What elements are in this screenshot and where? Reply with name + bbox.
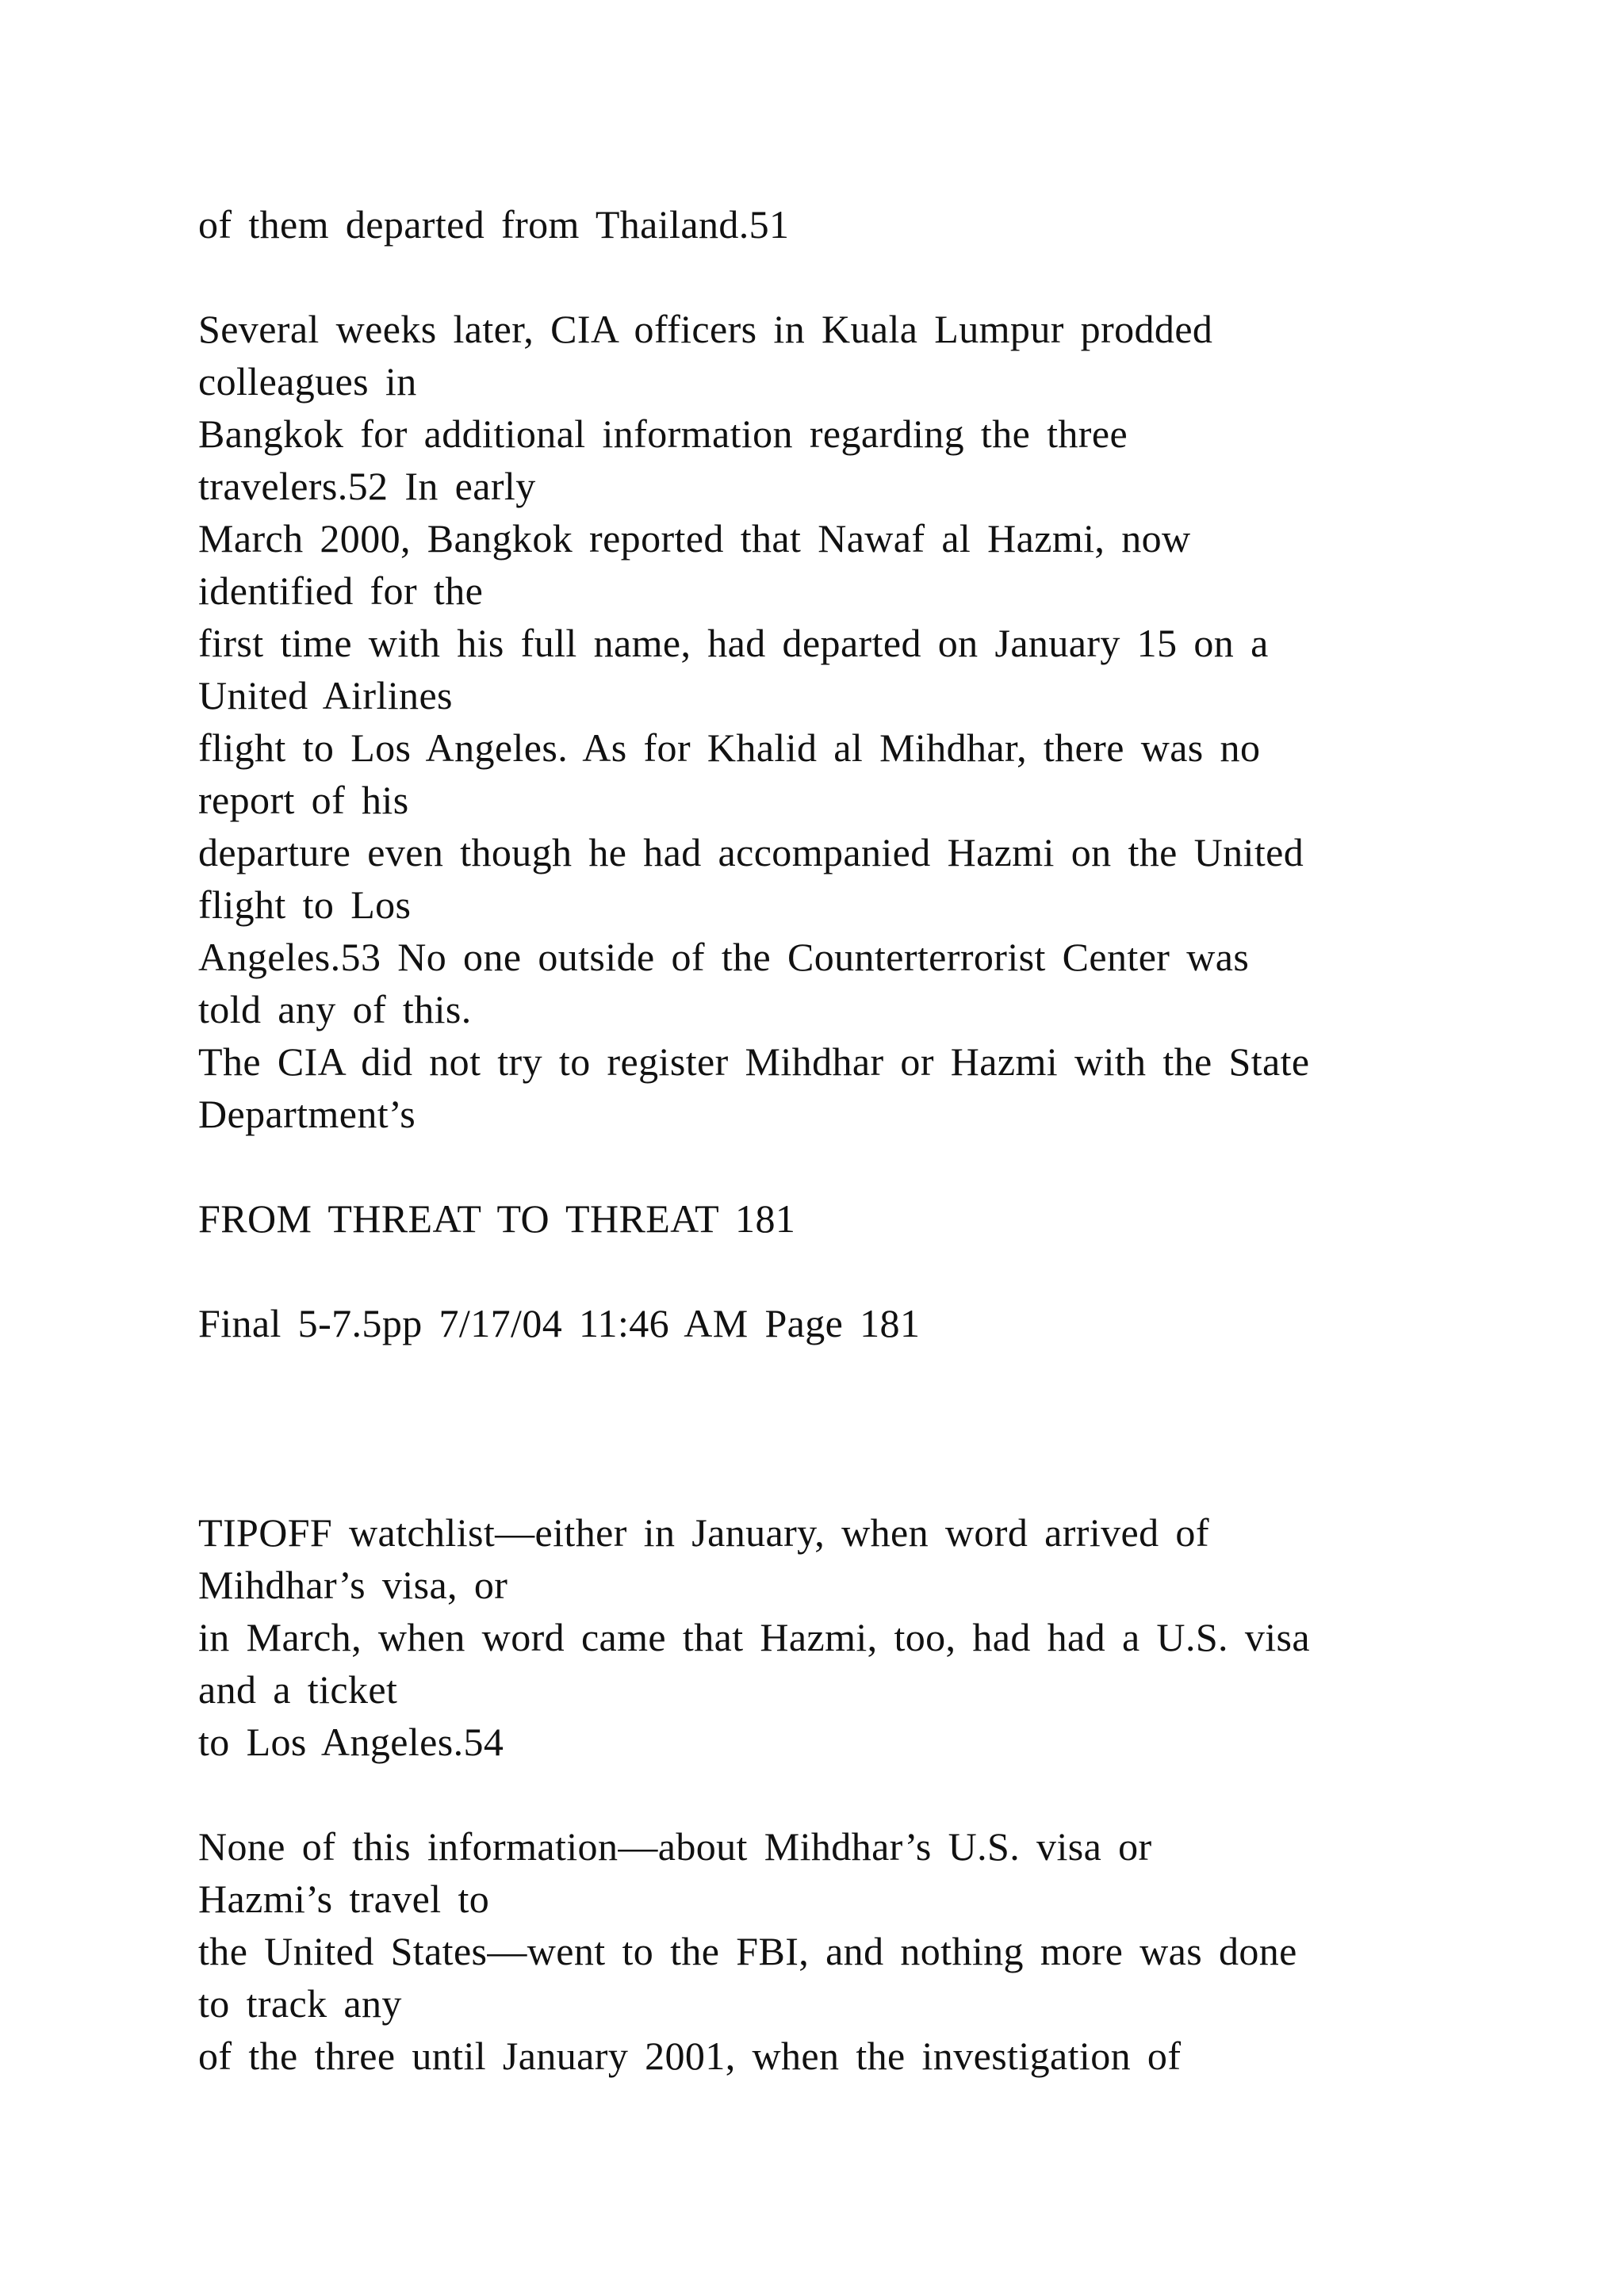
text-line: departure even though he had accompanied Hazmi on the United <box>198 830 1304 874</box>
slug-line: Final 5-7.5pp 7/17/04 11:46 AM Page 181 <box>198 1301 921 1345</box>
text-line: to track any <box>198 1981 402 2026</box>
text-line: None of this information—about Mihdhar’s U.S. visa or <box>198 1824 1152 1869</box>
text-line: the United States—went to the FBI, and nothing more was done <box>198 1929 1297 1973</box>
text-line: Several weeks later, CIA officers in Kuala Lumpur prodded <box>198 307 1213 351</box>
text-line: report of his <box>198 778 409 822</box>
text-line: travelers.52 In early <box>198 464 536 508</box>
header-line: FROM THREAT TO THREAT 181 <box>198 1196 796 1241</box>
text-line: colleagues in <box>198 359 417 404</box>
text-line: in March, when word came that Hazmi, too, had had a U.S. visa <box>198 1615 1310 1659</box>
print-slug <box>198 1297 1507 1349</box>
paragraph-fbi <box>198 1820 1507 2082</box>
text-line: flight to Los Angeles. As for Khalid al Mihdhar, there was no <box>198 725 1261 770</box>
text-line: of the three until January 2001, when the investigation of <box>198 2034 1182 2078</box>
running-header <box>198 1192 1507 1245</box>
text-line: Bangkok for additional information regarding the three <box>198 411 1128 456</box>
paragraph-departure <box>198 198 1507 251</box>
text-line: told any of this. <box>198 987 472 1031</box>
text-line: and a ticket <box>198 1667 398 1712</box>
text-line: March 2000, Bangkok reported that Nawaf al Hazmi, now <box>198 516 1191 561</box>
text-line: to Los Angeles.54 <box>198 1720 504 1764</box>
text-line: Hazmi’s travel to <box>198 1877 490 1921</box>
text-line: TIPOFF watchlist—either in January, when word arrived of <box>198 1510 1209 1555</box>
text-line: flight to Los <box>198 882 412 927</box>
text-line: Mihdhar’s visa, or <box>198 1563 508 1607</box>
text-line: United Airlines <box>198 673 453 718</box>
text-line: Angeles.53 No one outside of the Counterterrorist Center was <box>198 935 1250 979</box>
text-line: identified for the <box>198 568 484 613</box>
text-line: of them departed from Thailand.51 <box>198 202 790 247</box>
paragraph-bangkok-report <box>198 303 1507 1140</box>
paragraph-tipoff <box>198 1506 1507 1768</box>
text-line: first time with his full name, had departed on January 15 on a <box>198 621 1269 665</box>
text-line: The CIA did not try to register Mihdhar or Hazmi with the State <box>198 1039 1310 1084</box>
text-line: Department’s <box>198 1092 416 1136</box>
document-page <box>198 198 1507 2082</box>
